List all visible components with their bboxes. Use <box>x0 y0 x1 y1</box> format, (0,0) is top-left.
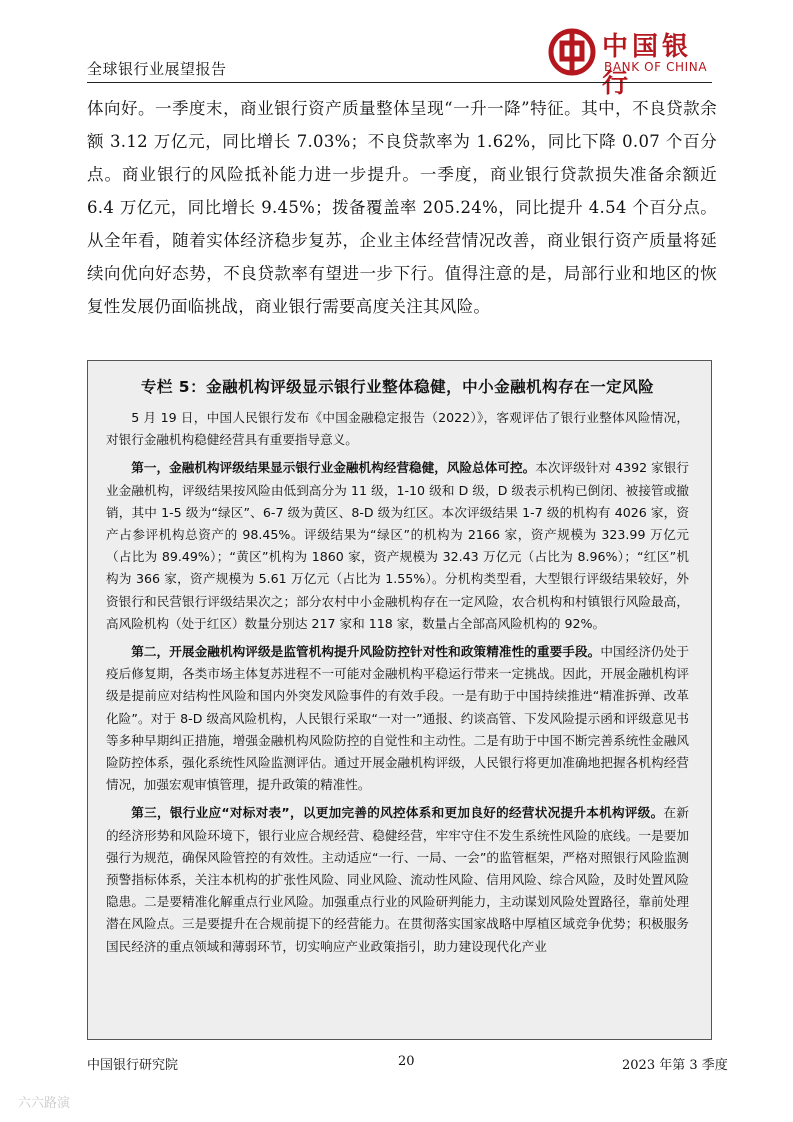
bank-of-china-emblem-icon <box>548 28 596 76</box>
section-body: 本次评级针对 4392 家银行业金融机构，评级结果按风险由低到高分为 11 级，1-10 级和 D 级，D 级表示机构已倒闭、被接管或撤销，其中 1-5 级为“绿区”、6-7 级为黄区、8-D 级为红区。本次评级结果 1-7 级的机构有 4026 家，资产占参评机构总资产的 98.45%。评级结果为“绿区”的机构为 2166 家，资产规模为 323.99 万亿元（占比为 89.49%）；“黄区”机构为 1860 家，资产规模为 32.43 万亿元（占比为 8.96%）；“红区”机构为 366 家，资产规模为 5.61 万亿元（占比为 1.55%）。分机构类型看，大型银行评级结果较好，外资银行和民营银行评级结果次之；部分农村中小金融机构存在一定风险，农合机构和村镇银行风险最高，高风险机构（处于红区）数量分别达 217 家和 118 家，数量占全部高风险机构的 92%。 <box>106 460 690 631</box>
section-lead: 第一，金融机构评级结果显示银行业金融机构经营稳健，风险总体可控。 <box>131 460 536 476</box>
footer-institute: 中国银行研究院 <box>87 1058 179 1073</box>
column-box <box>87 360 712 1040</box>
footer-period: 2023 年第 3 季度 <box>622 1058 728 1073</box>
report-title: 全球银行业展望报告 <box>87 60 227 78</box>
watermark: 六六路演 <box>18 1096 71 1111</box>
section-body: 中国经济仍处于疫后修复期，各类市场主体复苏进程不一可能对金融机构平稳运行带来一定挑战。因此，开展金融机构评级是提前应对结构性风险和国内外突发风险事件的有效手段。一是有助于中国持续推进“精准拆弹、改革化险”。对于 8-D 级高风险机构，人民银行采取“一对一”通报、约谈高管、下发风险提示函和评级意见书等多种早期纠正措施，增强金融机构风险防控的自觉性和主动性。二是有助于中国不断完善系统性金融风险防控体系，强化系统性风险监测评估。通过开展金融机构评级，人民银行将更加准确地把握各机构经营情况，加强宏观审慎管理，提升政策的精准性。 <box>106 644 690 793</box>
section-lead: 第二，开展金融机构评级是监管机构提升风险防控针对性和政策精准性的重要手段。 <box>131 644 601 660</box>
column-title: 专栏 5：金融机构评级显示银行业整体稳健，中小金融机构存在一定风险 <box>140 378 655 396</box>
section-lead: 第三，银行业应“对标对表”，以更加完善的风控体系和更加良好的经营状况提升本机构评级。 <box>131 805 664 821</box>
logo-english-text: BANK OF CHINA <box>604 60 708 74</box>
page-number: 20 <box>398 1054 415 1069</box>
logo-chinese-text: 中国银行 <box>602 32 693 99</box>
column-section-2 <box>106 641 689 796</box>
header-divider <box>87 82 712 83</box>
column-section-1 <box>106 457 689 635</box>
section-body: 在新的经济形势和风险环境下，银行业应合规经营、稳健经营，牢牢守住不发生系统性风险的底线。一是要加强行为规范，确保风险管控的有效性。主动适应“一行、一局、一会”的监管框架，严格对照银行风险监测预警指标体系，关注本机构的扩张性风险、同业风险、流动性风险、信用风险、综合风险，及时处置风险隐患。二是要精准化解重点行业风险。加强重点行业的风险研判能力，主动谋划风险处置路径，靠前处理潜在风险点。三是要提升在合规前提下的经营能力。在贯彻落实国家战略中厚植区域竞争优势；积极服务国民经济的重点领域和薄弱环节，切实响应产业政策指引，助力建设现代化产业 <box>106 805 690 954</box>
column-section-3 <box>106 802 689 957</box>
column-intro: 5 月 19 日，中国人民银行发布《中国金融稳定报告（2022）》，客观评估了银行业整体风险情况，对银行金融机构稳健经营具有重要指导意义。 <box>106 410 689 448</box>
bank-logo <box>548 24 718 99</box>
body-paragraph: 体向好。一季度末，商业银行资产质量整体呈现“一升一降”特征。其中，不良贷款余额 3.12 万亿元，同比增长 7.03%；不良贷款率为 1.62%，同比下降 0.07 个百分点。商业银行的风险抵补能力进一步提升。一季度，商业银行贷款损失准备余额近 6.4 万亿元，同比增长 9.45%；拨备覆盖率 205.24%，同比提升 4.54 个百分点。从全年看，随着实体经济稳步复苏，企业主体经营情况改善，商业银行资产质量将延续向优向好态势，不良贷款率有望进一步下行。值得注意的是，局部行业和地区的恢复性发展仍面临挑战，商业银行需要高度关注其风险。 <box>87 99 717 316</box>
